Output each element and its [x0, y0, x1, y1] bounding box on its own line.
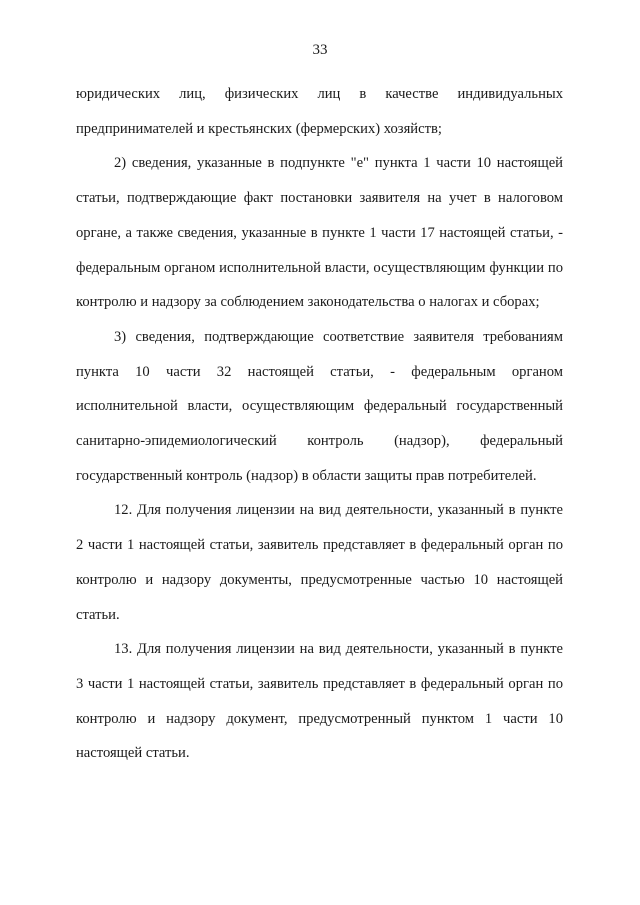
page-number: 33: [312, 42, 328, 58]
paragraph-part-13: 13. Для получения лицензии на вид деятельности, указанный в пункте 3 части 1 настоящей статьи, заявитель представляет в федеральный орган по контролю и надзору документ, предусмотренный пунктом 1 части 10 настоящей статьи.: [76, 641, 563, 762]
paragraph-part-12: 12. Для получения лицензии на вид деятельности, указанный в пункте 2 части 1 настоящей статьи, заявитель представляет в федеральный орган по контролю и надзору документы, предусмотренные частью 10 настоящей статьи.: [76, 502, 563, 623]
document-body: [76, 77, 563, 771]
paragraph-item-3: 3) сведения, подтверждающие соответствие заявителя требованиям пункта 10 части 32 настоящей статьи, - федеральным органом исполнительной власти, осуществляющим федеральный государственный санитарно-эпидемиологический контроль (надзор), федеральный государственный контроль (надзор) в области защиты прав потребителей.: [76, 328, 563, 484]
paragraph-item-2: 2) сведения, указанные в подпункте "е" пункта 1 части 10 настоящей статьи, подтверждающие факт постановки заявителя на учет в налоговом органе, а также сведения, указанные в пункте 1 части 17 настоящей статьи, - федеральным органом исполнительной власти, осуществляющим функции по контролю и надзору за соблюдением законодательства о налогах и сборах;: [76, 155, 563, 311]
paragraph-continuation: юридических лиц, физических лиц в качестве индивидуальных предпринимателей и крестьянских (фермерских) хозяйств;: [76, 86, 563, 137]
